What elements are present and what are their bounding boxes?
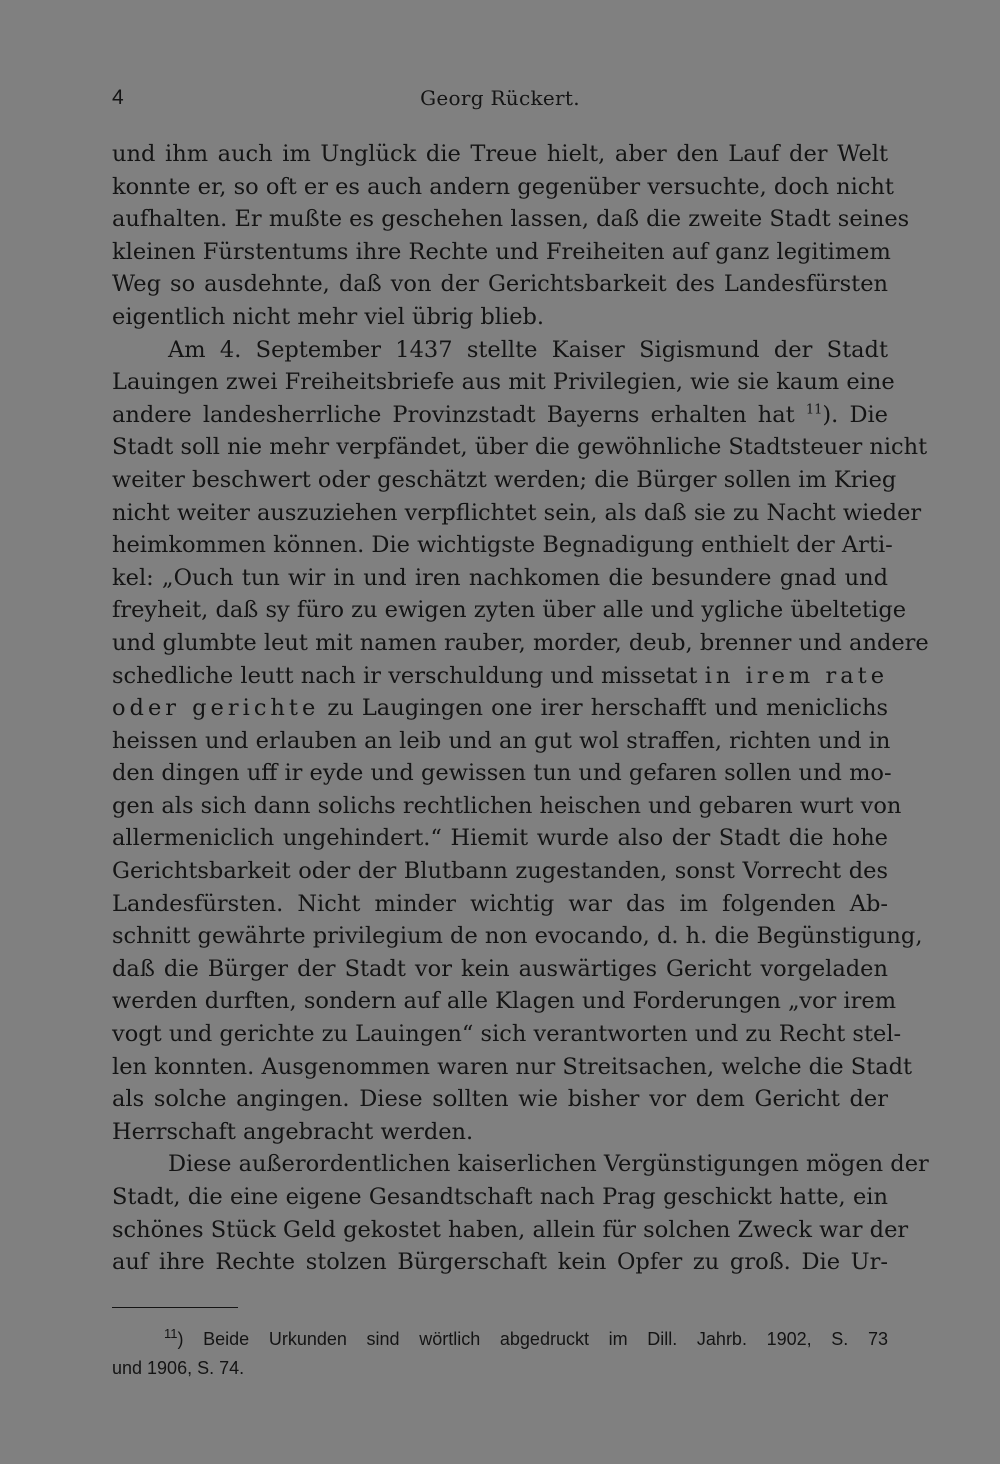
text-line-with-emphasis (112, 692, 888, 725)
text-line: schnitt gewährte privilegium de non evocando, d. h. die Begünstigung, (112, 923, 923, 950)
footnotes (112, 1325, 888, 1383)
page-header (112, 86, 888, 114)
body-text (112, 138, 929, 1279)
footnote-text: ) Beide Urkunden sind wörtlich abgedruckt im Dill. Jahrb. 1902, S. 73 (177, 1329, 888, 1349)
spaced-emphasis: oder gerichte (112, 695, 320, 722)
text-line: allermeniclich ungehindert.“ Hiemit wurde also der Stadt die hohe (112, 825, 888, 852)
footnote-reference: 11 (805, 402, 823, 418)
text-line: konnte er, so oft er es auch andern gegenüber versuchte, doch nicht (112, 173, 894, 200)
text-line: und glumbte leut mit namen rauber, morder, deub, brenner und andere (112, 629, 929, 656)
text-line: aufhalten. Er mußte es geschehen lassen, daß die zweite Stadt seines (112, 206, 910, 233)
text-line-with-emphasis (112, 660, 888, 693)
text-line: Lauingen zwei Freiheitsbriefe aus mit Privilegien, wie sie kaum eine (112, 369, 895, 396)
text-segment: andere landesherrliche Provinzstadt Bayerns erhalten hat (112, 401, 795, 428)
footnote-divider (112, 1307, 238, 1308)
footnote-line: und 1906, S. 74. (112, 1358, 245, 1378)
footnote-marker: 11 (164, 1326, 178, 1341)
text-line: vogt und gerichte zu Lauingen“ sich verantworten und zu Recht stel- (112, 1021, 902, 1048)
text-line: daß die Bürger der Stadt vor kein auswärtiges Gericht vorgeladen (112, 955, 888, 982)
text-line: Stadt, die eine eigene Gesandtschaft nach Prag geschickt hatte, ein (112, 1184, 888, 1210)
page-number: 4 (112, 86, 124, 109)
text-line: Gerichtsbarkeit oder der Blutbann zugestanden, sonst Vorrecht des (112, 858, 888, 885)
text-line: Stadt soll nie mehr verpfändet, über die gewöhnliche Stadtsteuer nicht (112, 434, 928, 461)
footnote-line (112, 1325, 888, 1354)
text-line: eigentlich nicht mehr viel übrig blieb. (112, 303, 545, 330)
text-line: gen als sich dann solichs rechtlichen heischen und gebaren wurt von (112, 792, 902, 819)
text-line: werden durften, sondern auf alle Klagen und Forderungen „vor irem (112, 988, 897, 1015)
text-segment: ). Die (822, 401, 888, 428)
text-line: kleinen Fürstentums ihre Rechte und Freiheiten auf ganz legitimem (112, 238, 891, 265)
text-line: heimkommen können. Die wichtigste Begnadigung enthielt der Arti- (112, 532, 893, 559)
text-line: den dingen uff ir eyde und gewissen tun und gefaren sollen und mo- (112, 760, 892, 787)
paragraph-start-line: Diese außerordentlichen kaiserlichen Vergünstigungen mögen der (168, 1151, 929, 1178)
paragraph-start-line: Am 4. September 1437 stellte Kaiser Sigismund der Stadt (168, 336, 888, 363)
text-line: heissen und erlauben an leib und an gut wol straffen, richten und in (112, 727, 891, 754)
text-line: kel: „Ouch tun wir in und iren nachkomen die besundere gnad und (112, 564, 888, 591)
spaced-emphasis: in irem rate (704, 662, 889, 689)
text-line: auf ihre Rechte stolzen Bürgerschaft kein Opfer zu groß. Die Ur- (112, 1249, 888, 1276)
text-line: und ihm auch im Unglück die Treue hielt, aber den Lauf der Welt (112, 141, 888, 167)
running-title: Georg Rückert. (420, 86, 580, 110)
text-line: weiter beschwert oder geschätzt werden; die Bürger sollen im Krieg (112, 466, 897, 493)
text-segment: schedliche leutt nach ir verschuldung und missetat (112, 662, 698, 689)
text-line: als solche angingen. Diese sollten wie bisher vor dem Gericht der (112, 1086, 888, 1113)
text-line: freyheit, daß sy füro zu ewigen zyten über alle und ygliche übeltetige (112, 597, 907, 624)
text-line: len konnten. Ausgenommen waren nur Streitsachen, welche die Stadt (112, 1053, 913, 1080)
text-segment: zu Laugingen one irer herschafft und meniclichs (327, 695, 888, 722)
text-line: nicht weiter auszuziehen verpflichtet sein, als daß sie zu Nacht wieder (112, 499, 922, 526)
text-line: Landesfürsten. Nicht minder wichtig war das im folgenden Ab- (112, 890, 888, 917)
text-line: Herrschaft angebracht werden. (112, 1118, 474, 1145)
text-line-with-footnote-ref (112, 399, 888, 432)
text-line: Weg so ausdehnte, daß von der Gerichtsbarkeit des Landesfürsten (112, 271, 888, 298)
text-line: schönes Stück Geld gekostet haben, allein für solchen Zweck war der (112, 1216, 909, 1243)
